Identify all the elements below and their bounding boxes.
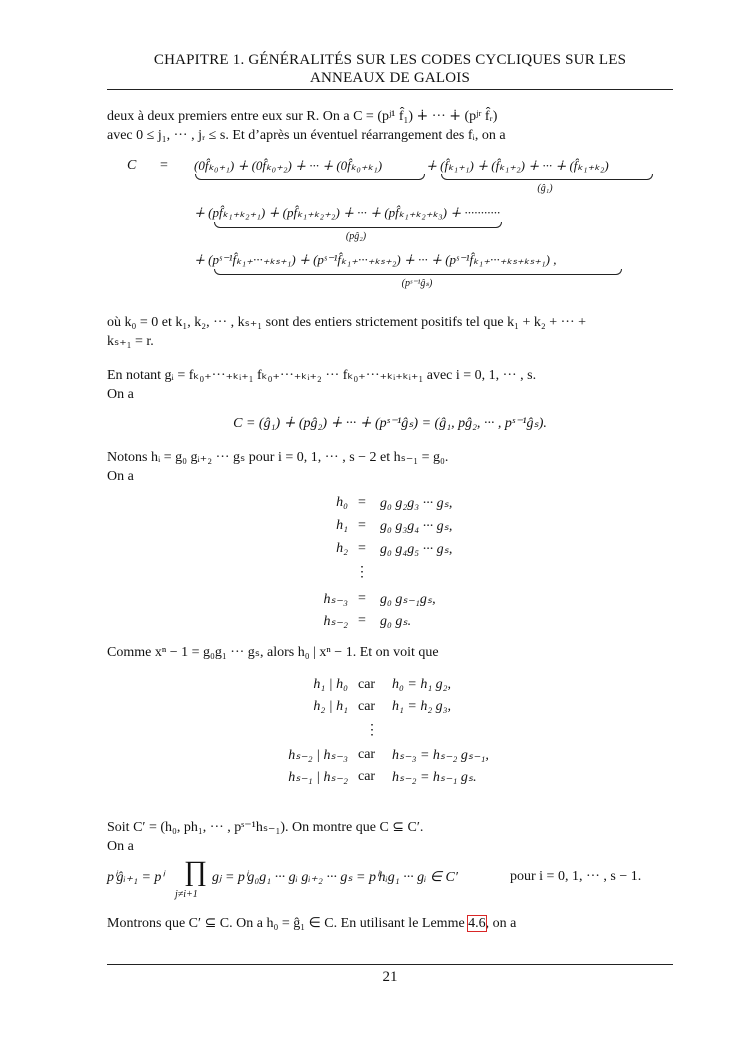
- where-paragraph: [107, 313, 673, 351]
- header-rule: [107, 89, 673, 90]
- underbrace-row1-b: [441, 174, 653, 180]
- soit-line-1: Soit C′ = (h₀, ph₁, ··· , pˢ⁻¹hₛ₋₁). On montre que C ⊆ C′.: [107, 820, 424, 835]
- notant-line-1: En notant gᵢ = fₖ₀₊···₊ₖᵢ₊₁ fₖ₀₊···₊ₖᵢ₊₂ ··· fₖ₀₊···₊ₖᵢ₊ₖᵢ₊₁ avec i = 0, 1, ··· , s.: [107, 368, 537, 383]
- underbrace-label-pg2: (pĝ₂): [345, 231, 367, 242]
- soit-line-2: On a: [107, 839, 134, 854]
- prod-eq-tail: pour i = 0, 1, ··· , s − 1.: [510, 869, 642, 884]
- footer-rule: [107, 964, 673, 965]
- intro-line-1: deux à deux premiers entre eux sur R. On a C = (pʲ¹ f̂₁) ∔ ··· ∔ (pʲʳ f̂ᵣ): [107, 109, 498, 124]
- montrons-text: Montrons que C′ ⊆ C. On a h₀ = ĝ₁ ∈ C. En utilisant le Lemme: [107, 916, 469, 931]
- underbrace-row3: [214, 269, 622, 275]
- decomp-row3: ∔ (pˢ⁻¹f̂ₖ₁₊···₊ₖₛ₊₁) ∔ (pˢ⁻¹f̂ₖ₁₊···₊ₖₛ₊₂) ∔ ··· ∔ (pˢ⁻¹f̂ₖ₁₊···₊ₖₛ₊ₖₛ₊₁) ,: [194, 252, 557, 267]
- page: CHAPITRE 1. GÉNÉRALITÉS SUR LES CODES CYCLIQUES SUR LES ANNEAUX DE GALOIS deux à deux premiers entre eux sur R. On a C = (pʲ¹ f̂₁) ∔ ··· ∔ (pʲʳ f̂ᵣ) avec 0 ≤ j₁, ··· , jᵣ ≤ s. Et d’après un éventuel réarrangement des fᵢ, on a C = (0f̂ₖ₀₊₁) ∔ (0f̂ₖ₀₊₂) ∔ ··· ∔ (0f̂ₖ₀₊ₖ₁) ∔ (f̂ₖ₁₊₁) ∔ (f̂ₖ₁₊₂) ∔ ··· ∔ (f̂ₖ₁₊ₖ₂) (ĝ₁) ∔ (pf̂ₖ₁₊ₖ₂₊₁) ∔ (pf̂ₖ₁₊ₖ₂₊₂) ∔ ··· ∔ (pf̂ₖ₁₊ₖ₂₊ₖ₃) ∔ ··········· (pĝ₂) ∔ (pˢ⁻¹f̂ₖ₁₊···₊ₖₛ₊₁) ∔ (pˢ⁻¹f̂ₖ₁₊···₊ₖₛ₊₂) ∔ ··· ∔ (pˢ⁻¹f̂ₖ₁₊···₊ₖₛ₊ₖₛ₊₁) , (pˢ⁻¹ĝₛ) où k₀ = 0 et k₁, k₂, ··· , kₛ₊₁ sont des entiers strictement positifs tel que k₁ + k₂ + ··· + kₛ₊₁ = r. En notant gᵢ = fₖ₀₊···₊ₖᵢ₊₁ fₖ₀₊···₊ₖᵢ₊₂ ··· fₖ₀₊···₊ₖᵢ₊ₖᵢ₊₁ avec i = 0, 1, ··· , s. On a C = (ĝ₁) ∔ (pĝ₂) ∔ ··· ∔ (pˢ⁻¹ĝₛ) = (ĝ₁, pĝ₂, ··· , pˢ⁻¹ĝₛ). Notons hᵢ = g₀ gᵢ₊₂ ··· gₛ pour i = 0, 1, ··· , s − 2 et hₛ₋₁ = g₀. On a h₀ = g₀ g₂g₃ ··· gₛ, h₁ = g₀ g₃g₄ ··· gₛ, h₂ = g₀ g₄g₅ ··· gₛ, ⋮ hₛ₋₃ = g₀ gₛ₋₁gₛ, hₛ₋₂ = g₀ gₛ. Comme xⁿ − 1 = g₀g₁ ··· gₛ, alors h₀ | xⁿ − 1. Et on voit que h₁ | h₀ car h₀ = h₁ g₂, h₂ | h₁ car h₁ = h₂ g₃, ⋮ hₛ₋₂ | hₛ₋₃ car hₛ₋₃ = hₛ₋₂ gₛ₋₁, hₛ₋₁ | hₛ₋₂ car hₛ₋₂ = hₛ₋₁ gₛ. Soit C′ = (h₀, ph₁, ··· , pˢ⁻¹hₛ₋₁). On montre que C ⊆ C′. On a pⁱĝᵢ₊₁ = pⁱ ∏ j≠i+1 gⱼ = pⁱg₀g₁ ··· gᵢ gᵢ₊₂ ··· gₛ = pⁱhᵢg₁ ··· gᵢ ∈ C′ pour i = 0, 1, ··· , s − 1. Montrons que C′ ⊆ C. On a h₀ = ĝ₁ ∈ C. En utilisant le Lemme 4.6, on a 21: [0, 0, 745, 1053]
- notons-line-2: On a: [107, 469, 134, 484]
- underbrace-row1-a: [195, 174, 425, 180]
- where-line-2: kₛ₊₁ = r.: [107, 334, 154, 349]
- where-line-1: où k₀ = 0 et k₁, k₂, ··· , kₛ₊₁ sont des entiers strictement positifs tel que k₁ + k₂ + ··· +: [107, 315, 587, 330]
- prod-eq-right: gⱼ = pⁱg₀g₁ ··· gᵢ gᵢ₊₂ ··· gₛ = pⁱhᵢg₁ ··· gᵢ ∈ C′: [212, 870, 458, 885]
- notant-line-2: On a: [107, 387, 134, 402]
- underbrace-label-psg: (pˢ⁻¹ĝₛ): [401, 278, 433, 289]
- montrons-paragraph: [107, 914, 673, 933]
- decomp-lhs: C: [127, 158, 137, 173]
- c-generator-equation: C = (ĝ₁) ∔ (pĝ₂) ∔ ··· ∔ (pˢ⁻¹ĝₛ) = (ĝ₁, pĝ₂, ··· , pˢ⁻¹ĝₛ).: [233, 416, 547, 431]
- decomp-equals: =: [160, 158, 168, 173]
- underbrace-label-g1: (ĝ₁): [537, 183, 553, 194]
- header-line-1: CHAPITRE 1. GÉNÉRALITÉS SUR LES CODES CYCLIQUES SUR LES: [153, 52, 627, 68]
- intro-paragraph: [107, 107, 673, 145]
- intro-line-2: avec 0 ≤ j₁, ··· , jᵣ ≤ s. Et d’après un éventuel réarrangement des fᵢ, on a: [107, 128, 506, 143]
- page-number: 21: [382, 969, 398, 985]
- montrons-tail: , on a: [485, 916, 517, 931]
- running-header: [107, 51, 673, 87]
- soit-paragraph: [107, 818, 673, 856]
- prod-eq-left: pⁱĝᵢ₊₁ = pⁱ: [107, 870, 164, 885]
- lemma-reference-link[interactable]: 4.6: [468, 916, 486, 931]
- decomp-row1-part-b: ∔ (f̂ₖ₁₊₁) ∔ (f̂ₖ₁₊₂) ∔ ··· ∔ (f̂ₖ₁₊ₖ₂): [426, 158, 609, 173]
- product-subscript: j≠i+1: [175, 889, 198, 900]
- decomp-row1-part-a: (0f̂ₖ₀₊₁) ∔ (0f̂ₖ₀₊₂) ∔ ··· ∔ (0f̂ₖ₀₊ₖ₁): [194, 158, 383, 173]
- product-symbol: ∏: [184, 856, 208, 887]
- decomp-row2: ∔ (pf̂ₖ₁₊ₖ₂₊₁) ∔ (pf̂ₖ₁₊ₖ₂₊₂) ∔ ··· ∔ (pf̂ₖ₁₊ₖ₂₊ₖ₃) ∔ ···········: [194, 205, 501, 220]
- header-line-2: ANNEAUX DE GALOIS: [309, 70, 471, 86]
- notons-paragraph: [107, 448, 673, 486]
- underbrace-row2: [214, 222, 502, 228]
- notant-paragraph: [107, 366, 673, 404]
- comme-paragraph: Comme xⁿ − 1 = g₀g₁ ··· gₛ, alors h₀ | xⁿ − 1. Et on voit que: [107, 645, 439, 660]
- notons-line-1: Notons hᵢ = g₀ gᵢ₊₂ ··· gₛ pour i = 0, 1, ··· , s − 2 et hₛ₋₁ = g₀.: [107, 450, 449, 465]
